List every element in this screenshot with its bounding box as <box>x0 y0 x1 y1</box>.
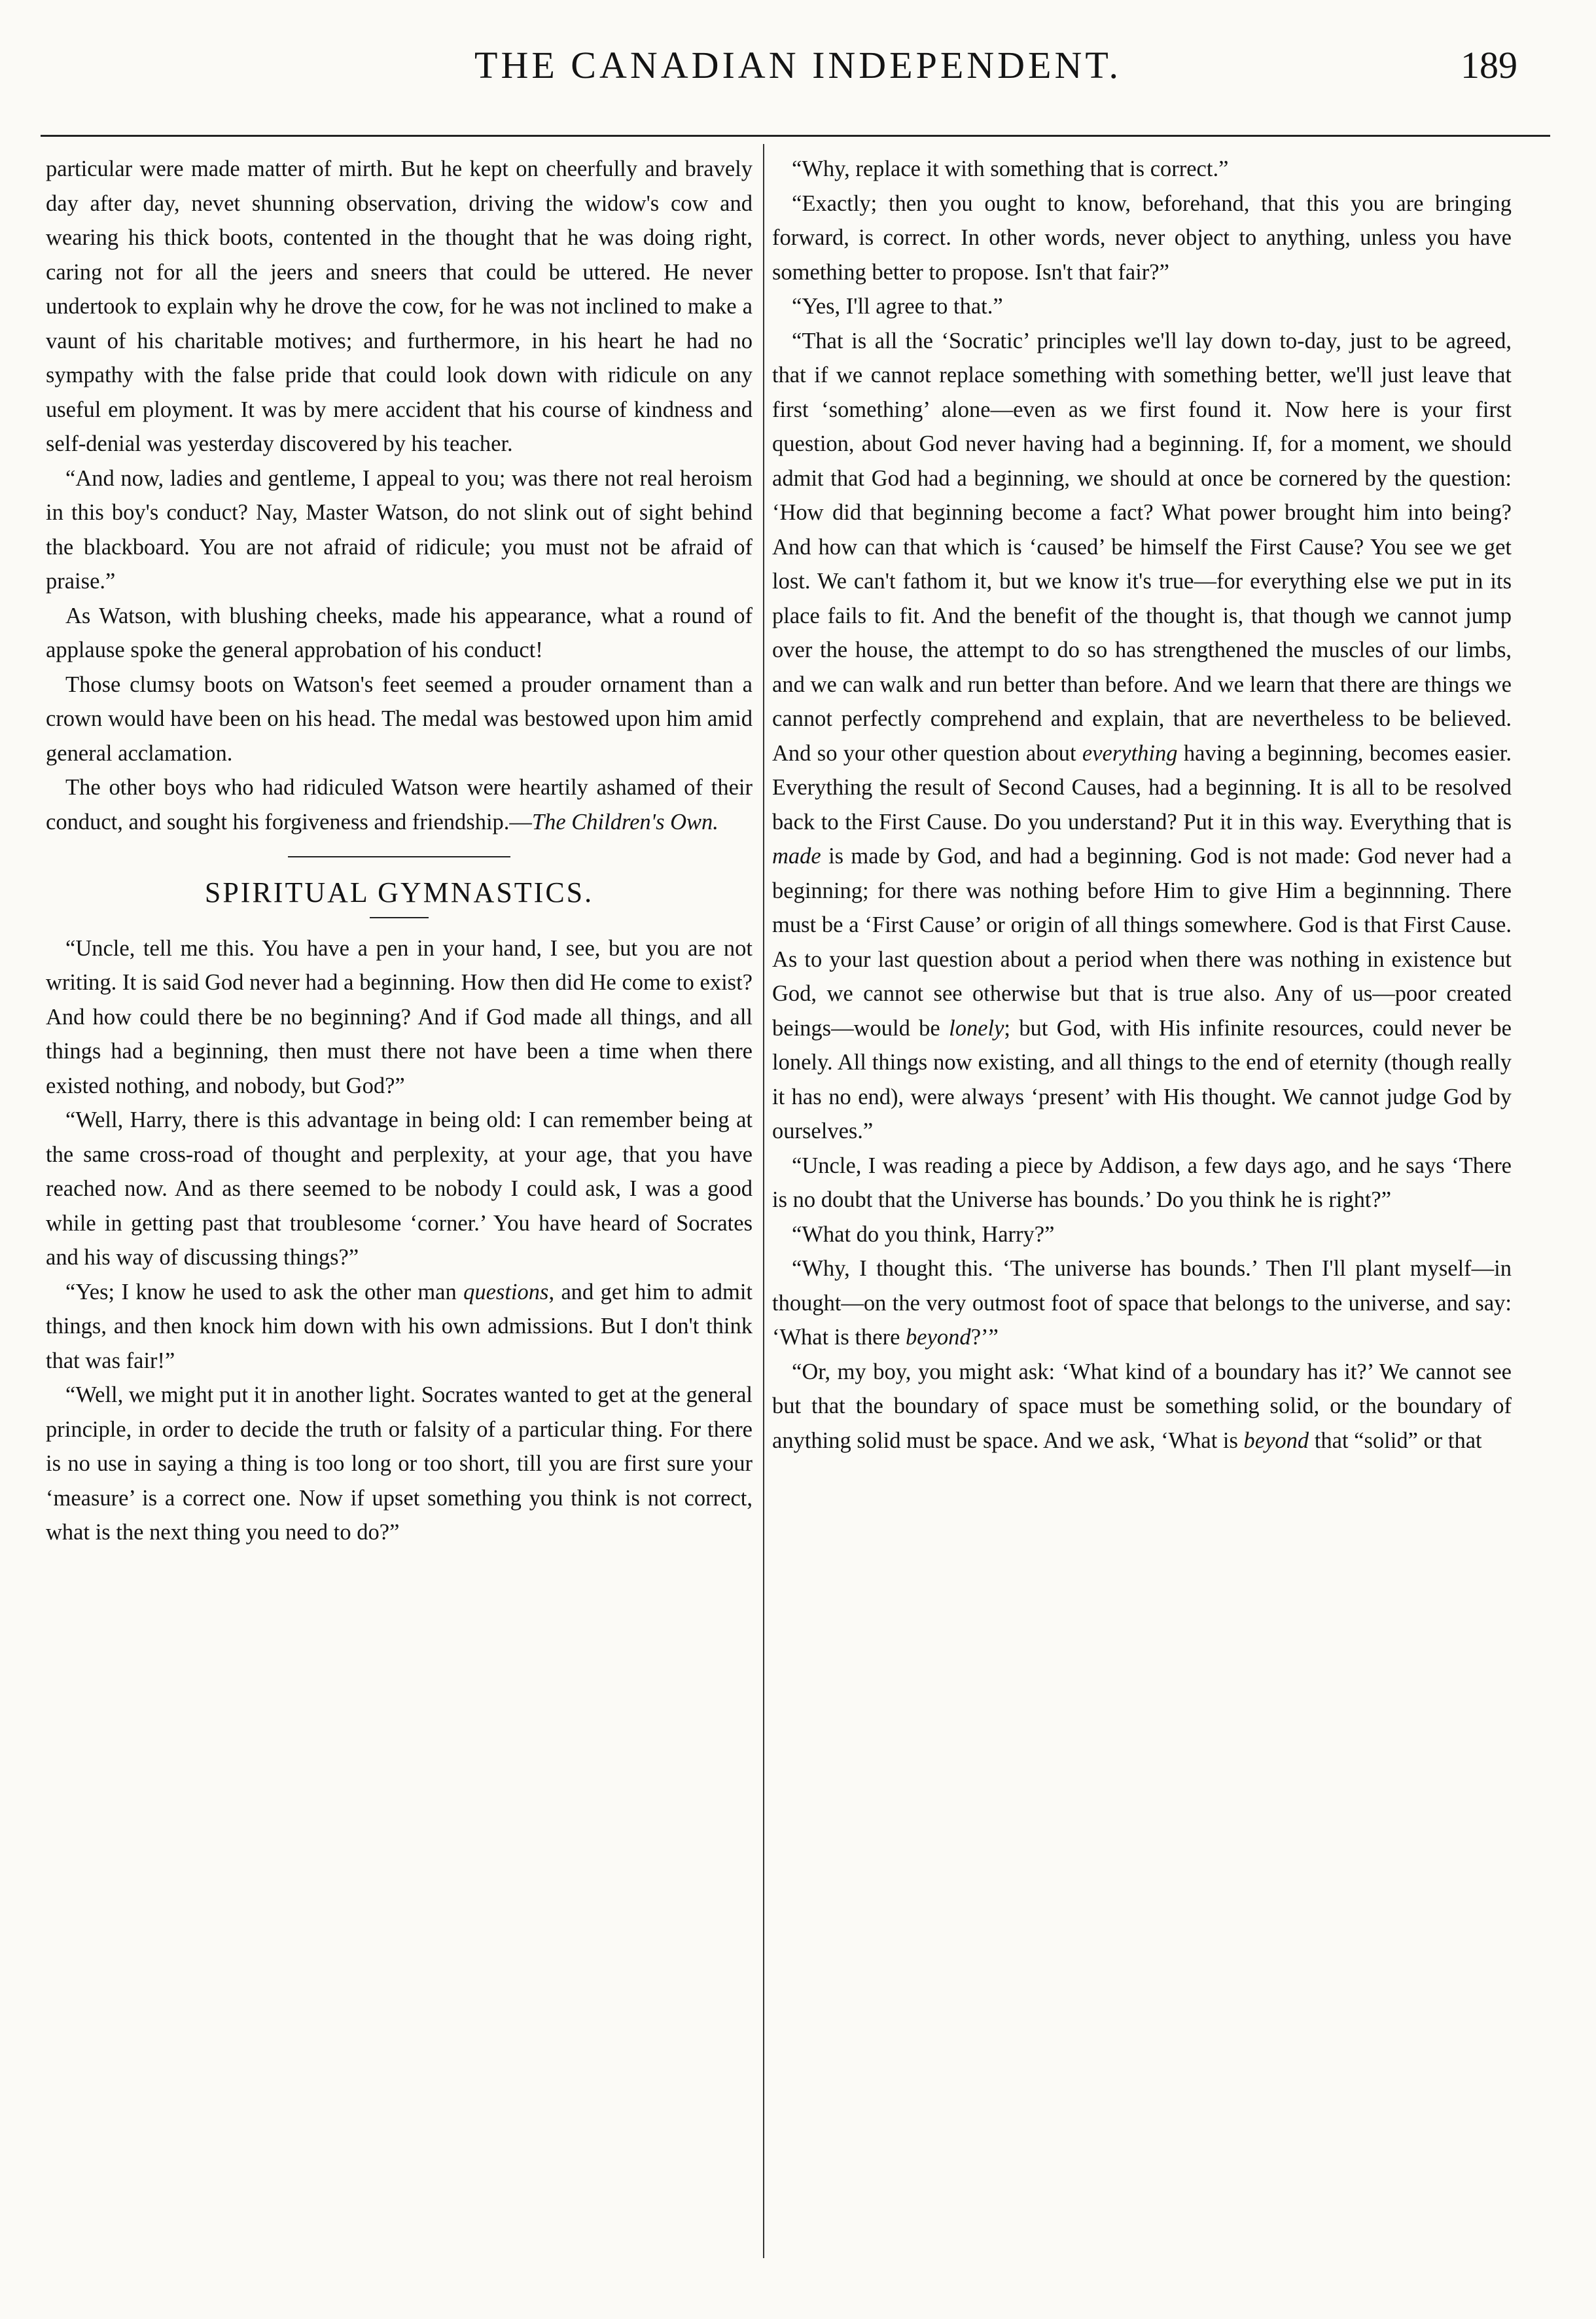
paragraph <box>772 1251 1512 1355</box>
paragraph-text: “Or, my boy, you might ask: ‘What kind of a boundary has it?’ We cannot see but that the boundary of space must be something solid, or the boundary of anything solid must be space. And we ask, ‘What is <box>772 1359 1512 1453</box>
paragraph: As Watson, with blushing cheeks, made his appearance, what a round of applause spoke the general approbation of his conduct! <box>46 603 753 662</box>
paragraph-text: The other boys who had ridiculed Watson were heartily ashamed of their conduct, and sought his forgiveness and friendship.— <box>46 775 753 835</box>
page-number: 189 <box>1461 44 1517 86</box>
page-header <box>0 43 1596 115</box>
section-divider <box>288 856 510 857</box>
paragraph: “And now, ladies and gentleme, I appeal to you; was there not real heroism in this boy's conduct? Nay, Master Watson, do not slink out of sight behind the blackboard. You are not afraid of ridicule; you must not be afraid of praise.” <box>46 465 753 594</box>
paragraph-text: that “solid” or that <box>1309 1428 1482 1453</box>
paragraph <box>772 1355 1512 1458</box>
paragraph: “Why, replace it with something that is correct.” <box>792 156 1229 181</box>
emphasis: beyond <box>1243 1428 1309 1453</box>
right-column <box>772 152 1512 1458</box>
paragraph: “Uncle, I was reading a piece by Addison, a few days ago, and he says ‘There is no doubt that the Universe has bounds.’ Do you think he is right?” <box>772 1153 1512 1212</box>
paragraph: “Uncle, tell me this. You have a pen in your hand, I see, but you are not writing. It is said God never had a beginning. How then did He come to exist? And how could there be no beginning? And if God made all things, and all things had a beginning, then must there not have been a time when there existed nothing, and nobody, but God?” <box>46 935 753 1098</box>
title-divider <box>370 917 429 918</box>
paragraph: “Well, we might put it in another light. Socrates wanted to get at the general principle, in order to decide the truth or falsity of a particular thing. For there is no use in saying a thing is too long or too short, till you are first sure your ‘measure’ is a correct one. Now if upset something you think is not correct, what is the next thing you need to do?” <box>46 1382 753 1545</box>
source-attribution: The Children's Own. <box>531 809 718 835</box>
paragraph-text: “That is all the ‘Socratic’ principles we'll lay down to-day, just to be agreed, that if we cannot replace something with something better, we'll just leave that first ‘something’ alone—even as we first found it. Now here is your first question, about God never having had a beginning. If, for a moment, we should admit that God had a beginning, we should at once be cornered by the question: ‘How did that beginning become a fact? What power brought him into being? And how can that which is ‘caused’ be himself the First Cause? You see we get lost. We can't fathom it, but we know it's true—for everything else we put in its place fails to fit. And the benefit of the thought is, that though we cannot jump over the house, the attempt to do so has strengthened the muscles of our limbs, and we can walk and run better than before. And we learn that there are things we cannot perfectly comprehend and explain, that are nevertheless to be believed. And so your other question about <box>772 328 1512 766</box>
paragraph <box>46 770 753 839</box>
header-rule <box>41 135 1550 137</box>
paragraph: “Well, Harry, there is this advantage in being old: I can remember being at the same cross-road of thought and perplexity, at your age, that you have reached now. And as there seemed to be nobody I could ask, I was a good while in getting past that troublesome ‘corner.’ You have heard of Socrates and his way of discussing things?” <box>46 1107 753 1270</box>
paragraph: “What do you think, Harry?” <box>792 1221 1055 1247</box>
column-divider <box>763 144 764 2258</box>
paragraph-text: , and get him to admit things, and then knock him down with his own admissions. But I don't think that was fair!” <box>46 1279 753 1373</box>
emphasis: lonely <box>949 1015 1004 1041</box>
article-title: SPIRITUAL GYMNASTICS. <box>204 876 594 908</box>
paragraph-text: ?’” <box>970 1325 999 1350</box>
paragraph: Those clumsy boots on Watson's feet seemed a prouder ornament than a crown would have been on his head. The medal was bestowed upon him amid general acclamation. <box>46 672 753 766</box>
paragraph-text: having a beginning, becomes easier. Everything the result of Second Causes, had a beginning. It is all to be resolved back to the First Cause. Do you understand? Put it in this way. Everything that is <box>772 740 1512 835</box>
emphasis: everything <box>1082 740 1178 766</box>
paragraph-text: “Why, I thought this. ‘The universe has bounds.’ Then I'll plant myself—in thought—on the very outmost foot of space that belongs to the universe, and say: ‘What is there <box>772 1256 1512 1350</box>
paragraph-text: ; but God, with His infinite resources, could never be lonely. All things now existing, and all things to the end of eternity (though really it has no end), were always ‘present’ with His thought. We cannot judge God by ourselves.” <box>772 1015 1512 1143</box>
paragraph: “Exactly; then you ought to know, beforehand, that this you are bringing forward, is correct. In other words, never object to anything, unless you have something better to propose. Isn't that fair?” <box>772 190 1512 285</box>
emphasis: beyond <box>906 1325 971 1350</box>
emphasis: questions <box>463 1279 549 1304</box>
paragraph-text: is made by God, and had a beginning. God is not made: God never had a beginning; for there was nothing before Him to give Him a beginnning. There must be a ‘First Cause’ or origin of all things somewhere. God is that First Cause. As to your last question about a period when there was nothing in existence but God, we cannot see otherwise but that is true also. Any of us—poor created beings—would be <box>772 844 1512 1041</box>
paragraph <box>46 1275 753 1378</box>
paragraph <box>772 324 1512 1149</box>
masthead: THE CANADIAN INDEPENDENT. <box>474 44 1122 86</box>
emphasis: made <box>772 844 821 869</box>
paragraph: “Yes, I'll agree to that.” <box>792 294 1003 319</box>
paragraph: particular were made matter of mirth. But he kept on cheerfully and bravely day after day, nevet shunning observation, driving the widow's cow and wearing his thick boots, contented in the thought that he was doing right, caring not for all the jeers and sneers that could be uttered. He never undertook to explain why he drove the cow, for he was not inclined to make a vaunt of his charitable motives; and furthermore, in his heart he had no sympathy with the false pride that could look down with ridicule on any useful em ployment. It was by mere accident that his course of kindness and self-denial was yesterday discovered by his teacher. <box>46 156 753 456</box>
left-column <box>46 152 753 1550</box>
paragraph-text: “Yes; I know he used to ask the other man <box>65 1279 464 1304</box>
